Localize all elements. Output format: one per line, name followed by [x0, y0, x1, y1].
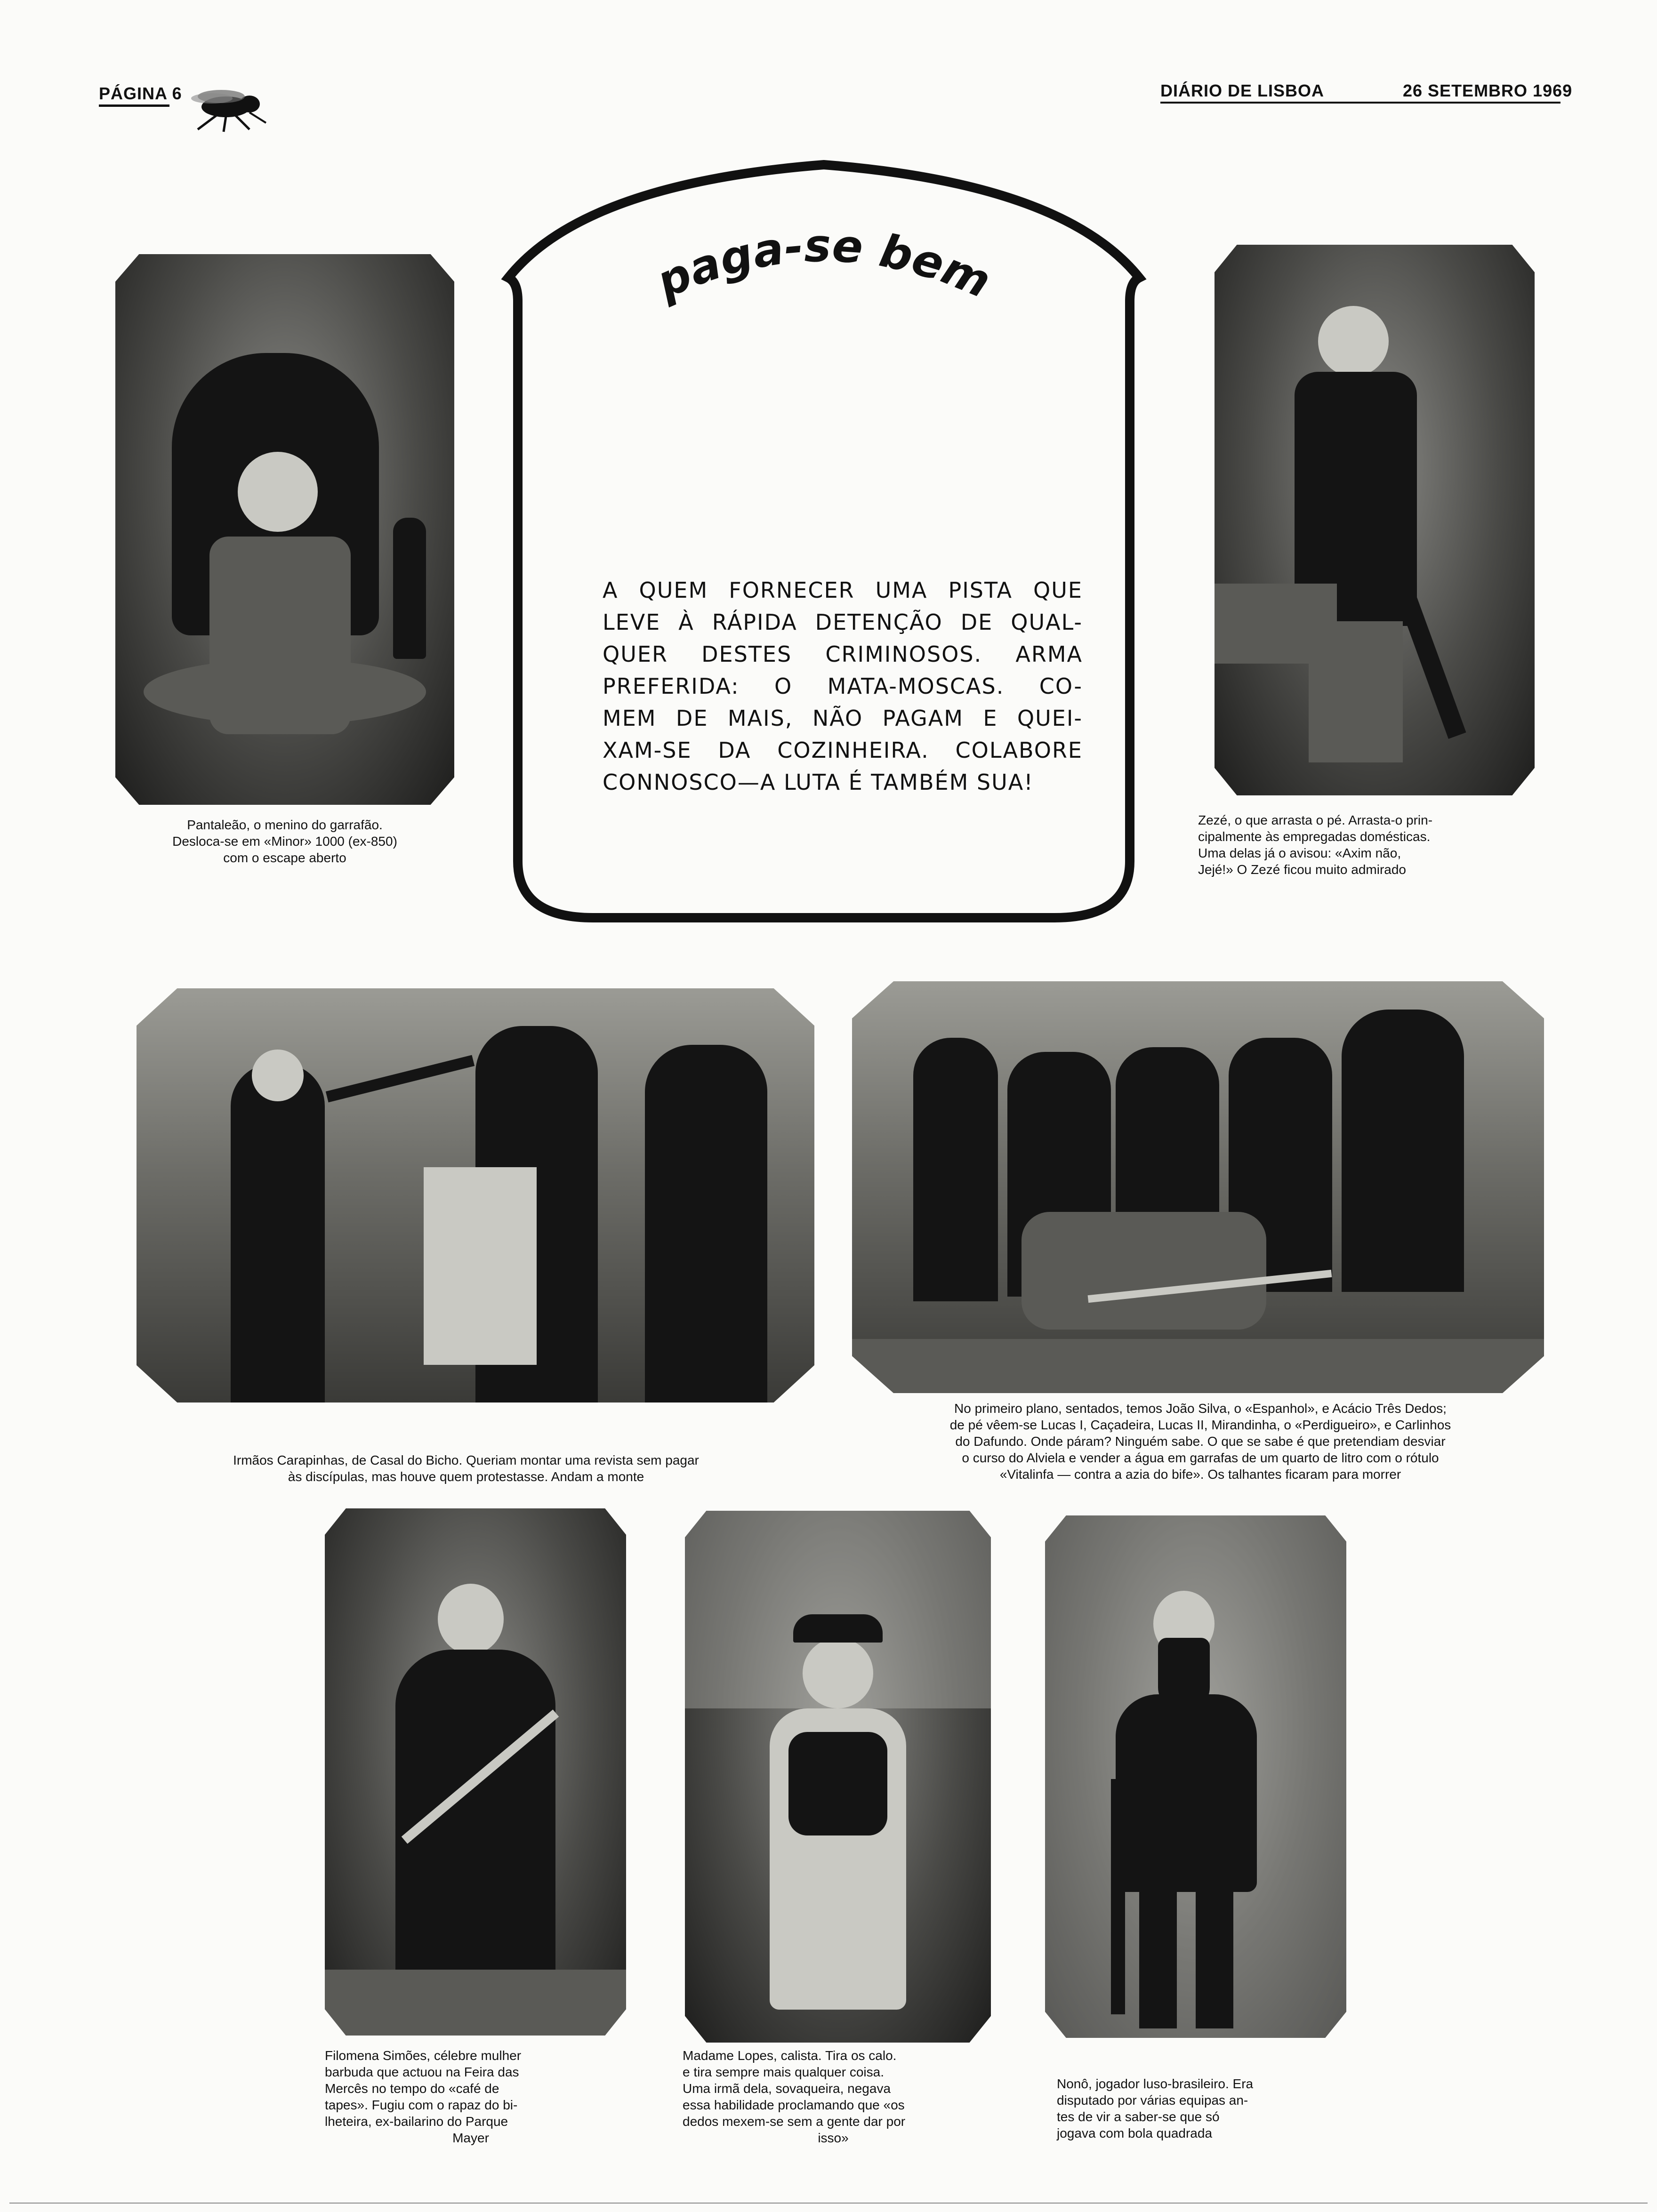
- photo-madame-lopes: [685, 1511, 991, 2043]
- caption-zeze: Zezé, o que arrasta o pé. Arrasta-o prin- cipalmente às empregadas domésticas. Uma delas já o avisou: «Axim não, Jejé!» O Zezé ficou muito admirado: [1198, 813, 1433, 877]
- caption-madame-lopes: Madame Lopes, calista. Tira os calo. e tira sempre mais qualquer coisa. Uma irmã dela, sovaqueira, negava essa habilidade proclamando que «os dedos mexem-se sem a gente dar por isso»: [683, 2048, 906, 2145]
- fly-icon: [179, 82, 273, 134]
- caption-irmaos-carapinhas: Irmãos Carapinhas, de Casal do Bicho. Queriam montar uma revista sem pagar às discípulas, mas houve quem protestasse. Andam a monte: [233, 1453, 699, 1484]
- caption-filomena-simoes: Filomena Simões, célebre mulher barbuda que actuou na Feira das Mercês no tempo do «café de tapes». Fugiu com o rapaz do bi- lheteira, ex-bailarino do Parque Mayer: [325, 2048, 522, 2145]
- caption-grupo: No primeiro plano, sentados, temos João Silva, o «Espanhol», e Acácio Três Dedos; de pé vêem-se Lucas I, Caçadeira, Lucas II, Mirandinha, o «Perdigueiro», e Carlinhos do Dafundo. Onde páram? Ninguém sabe. O que se sabe é que pretendiam desviar o curso do Alviela e vender a água em garrafas de um quarto de litro com o rótulo «Vitalinfa — contra a azia do bife». Os talhantes ficaram para morrer: [949, 1401, 1451, 1482]
- bottom-edge-rule: [9, 2203, 1648, 2204]
- reward-line: LEVE À RÁPIDA DETENÇÃO DE QUAL-: [603, 609, 1083, 635]
- reward-line: MEM DE MAIS, NÃO PAGAM E QUEI-: [603, 705, 1083, 731]
- newspaper-name: DIÁRIO DE LISBOA: [1160, 81, 1325, 100]
- photo-irmaos-carapinhas: [137, 988, 814, 1403]
- photo-pantaleao: [115, 254, 454, 805]
- reward-notice: [603, 574, 1083, 798]
- headline: paga-se bem: [649, 219, 998, 309]
- issue-date: 26 SETEMBRO 1969: [1403, 81, 1573, 100]
- photo-nono: [1045, 1515, 1346, 2038]
- photo-grupo: [852, 981, 1544, 1393]
- reward-line: XAM-SE DA COZINHEIRA. COLABORE: [603, 737, 1083, 763]
- reward-line: A QUEM FORNECER UMA PISTA QUE: [603, 577, 1083, 603]
- headline-graphic: [555, 169, 1092, 386]
- reward-line: QUER DESTES CRIMINOSOS. ARMA: [603, 641, 1083, 667]
- reward-line: PREFERIDA: O MATA-MOSCAS. CO-: [603, 673, 1083, 699]
- page-number: PÁGINA 6: [99, 84, 182, 103]
- reward-line: CONNOSCO—A LUTA É TAMBÉM SUA!: [603, 769, 1034, 795]
- caption-nono: Nonô, jogador luso-brasileiro. Era disputado por várias equipas an- tes de vir a saber-se que só jogava com bola quadrada: [1057, 2076, 1254, 2140]
- photo-zeze: [1215, 245, 1535, 795]
- photo-filomena-simoes: [325, 1508, 626, 2036]
- header-rule-right: [1160, 102, 1560, 104]
- header-rule-left: [99, 104, 169, 107]
- caption-pantaleao: Pantaleão, o menino do garrafão. Desloca-se em «Minor» 1000 (ex-850) com o escape aberto: [172, 817, 397, 865]
